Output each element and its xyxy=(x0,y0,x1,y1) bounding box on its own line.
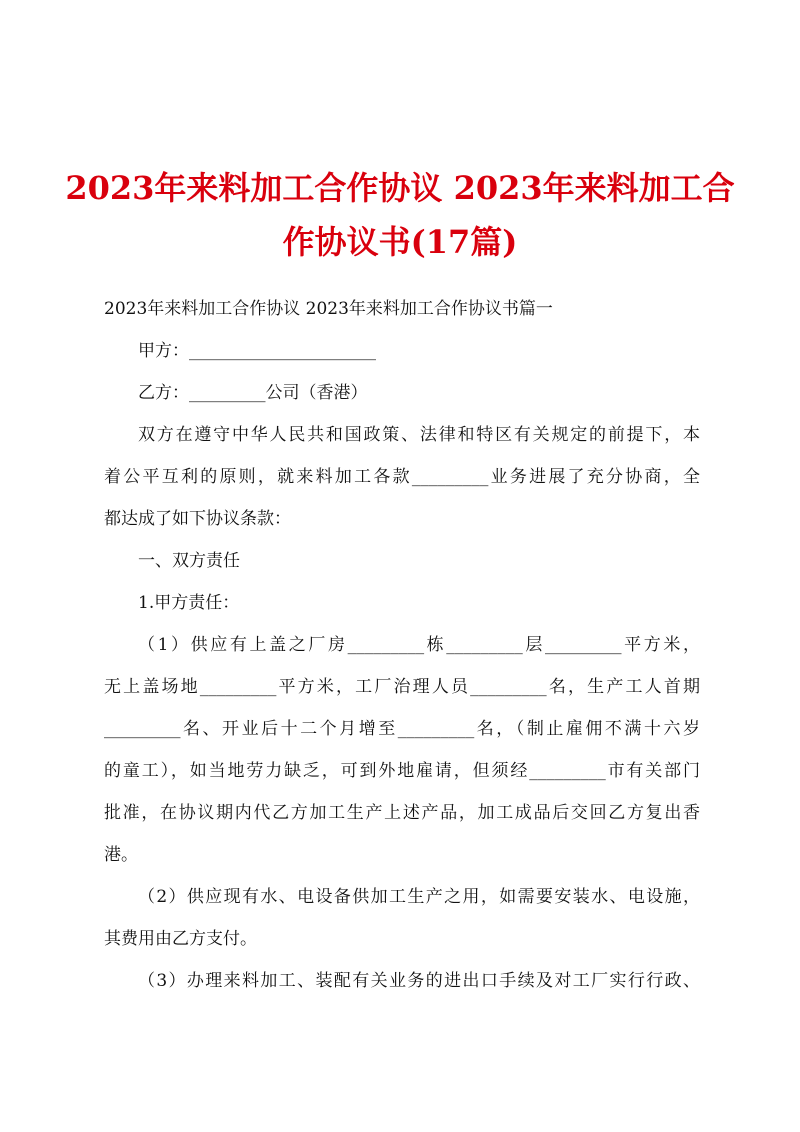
intro-paragraph xyxy=(104,414,700,540)
clause-1-line-2: 无上盖场地_________平方米，工厂治理人员_________名，生产工人首期 xyxy=(104,677,700,697)
clause-1-line-3: _________名、开业后十二个月增至_________名，（制止雇佣不满十六岁 xyxy=(104,719,700,739)
section-subtitle: 2023年来料加工合作协议 2023年来料加工合作协议书篇一 xyxy=(104,299,553,319)
intro-line-1: 双方在遵守中华人民共和国政策、法律和特区有关规定的前提下，本 xyxy=(138,425,700,445)
document-body xyxy=(104,288,700,1002)
section-heading-responsibilities: 一、双方责任 xyxy=(138,551,240,571)
intro-line-2: 着公平互利的原则，就来料加工各款_________业务进展了充分协商，全 xyxy=(104,467,700,487)
intro-line-3: 都达成了如下协议条款： xyxy=(104,509,291,529)
item-heading-party-a: 1.甲方责任： xyxy=(138,593,240,613)
party-b-line: 乙方：_________公司（香港） xyxy=(138,383,368,403)
clause-2-paragraph xyxy=(104,876,700,960)
clause-1-paragraph xyxy=(104,624,700,876)
clause-2-line-1: （2）供应现有水、电设备供加工生产之用，如需要安装水、电设施， xyxy=(138,887,700,907)
clause-1-line-4: 的童工），如当地劳力缺乏，可到外地雇请，但须经_________市有关部门 xyxy=(104,761,700,781)
clause-1-line-5: 批准，在协议期内代乙方加工生产上述产品，加工成品后交回乙方复出香 xyxy=(104,803,700,823)
clause-3-line-1: （3）办理来料加工、装配有关业务的进出口手续及对工厂实行行政、 xyxy=(138,971,700,991)
party-a-line: 甲方：______________________ xyxy=(138,341,376,361)
clause-3-paragraph xyxy=(104,960,700,1002)
clause-2-line-2: 其费用由乙方支付。 xyxy=(104,929,257,949)
title-line-1: 2023年来料加工合作协议 2023年来料加工合 xyxy=(65,169,735,207)
title-line-2: 作协议书(17篇) xyxy=(282,223,518,261)
clause-1-line-1: （1）供应有上盖之厂房_________栋_________层_________平方米， xyxy=(138,635,700,655)
clause-1-line-6: 港。 xyxy=(104,845,138,865)
document-title xyxy=(60,161,740,269)
